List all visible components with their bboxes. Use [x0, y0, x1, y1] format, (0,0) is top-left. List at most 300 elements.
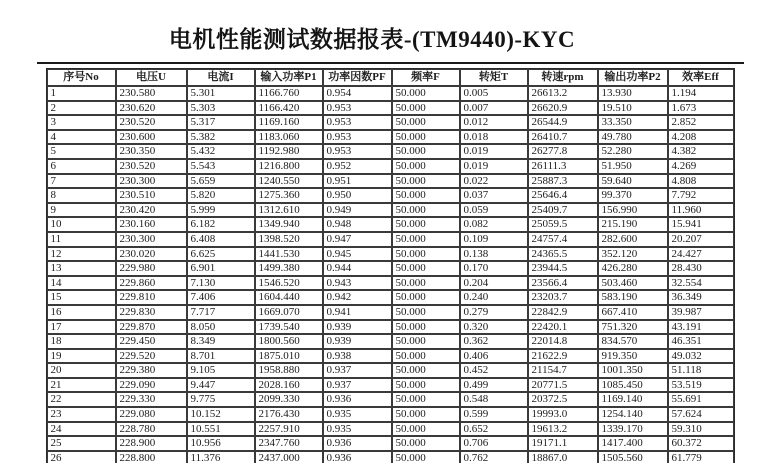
cell: 0.937: [323, 378, 392, 393]
cell: 3: [47, 115, 116, 130]
cell: 26410.7: [528, 130, 598, 145]
table-row: [47, 130, 734, 145]
cell: 24365.5: [528, 247, 598, 262]
cell: 2437.000: [255, 451, 323, 463]
cell: 229.520: [116, 349, 187, 364]
cell: 1739.540: [255, 320, 323, 335]
cell: 21154.7: [528, 363, 598, 378]
cell: 9.447: [187, 378, 255, 393]
table-row: [47, 422, 734, 437]
cell: 50.000: [392, 232, 460, 247]
cell: 1085.450: [598, 378, 668, 393]
cell: 230.020: [116, 247, 187, 262]
cell: 352.120: [598, 247, 668, 262]
cell: 229.830: [116, 305, 187, 320]
cell: 229.870: [116, 320, 187, 335]
cell: 0.941: [323, 305, 392, 320]
column-header-5: 频率F: [392, 69, 460, 86]
cell: 25409.7: [528, 203, 598, 218]
table-row: [47, 232, 734, 247]
cell: 230.620: [116, 101, 187, 116]
cell: 1: [47, 86, 116, 101]
cell: 0.652: [460, 422, 528, 437]
cell: 0.939: [323, 320, 392, 335]
cell: 10.152: [187, 407, 255, 422]
cell: 751.320: [598, 320, 668, 335]
cell: 1604.440: [255, 290, 323, 305]
cell: 1546.520: [255, 276, 323, 291]
table-row: [47, 334, 734, 349]
cell: 26613.2: [528, 86, 598, 101]
cell: 23566.4: [528, 276, 598, 291]
cell: 2028.160: [255, 378, 323, 393]
column-header-3: 输入功率P1: [255, 69, 323, 86]
cell: 4: [47, 130, 116, 145]
cell: 1240.550: [255, 174, 323, 189]
cell: 19.510: [598, 101, 668, 116]
cell: 8.701: [187, 349, 255, 364]
cell: 33.350: [598, 115, 668, 130]
cell: 229.810: [116, 290, 187, 305]
cell: 10.551: [187, 422, 255, 437]
cell: 49.032: [668, 349, 734, 364]
cell: 1505.560: [598, 451, 668, 463]
cell: 23944.5: [528, 261, 598, 276]
cell: 919.350: [598, 349, 668, 364]
cell: 50.000: [392, 378, 460, 393]
cell: 230.420: [116, 203, 187, 218]
table-row: [47, 276, 734, 291]
cell: 50.000: [392, 203, 460, 218]
cell: 50.000: [392, 247, 460, 262]
cell: 0.938: [323, 349, 392, 364]
cell: 6.625: [187, 247, 255, 262]
cell: 0.019: [460, 159, 528, 174]
cell: 36.349: [668, 290, 734, 305]
cell: 5.659: [187, 174, 255, 189]
cell: 0.947: [323, 232, 392, 247]
cell: 21: [47, 378, 116, 393]
cell: 229.980: [116, 261, 187, 276]
cell: 6.901: [187, 261, 255, 276]
table-row: [47, 115, 734, 130]
cell: 2: [47, 101, 116, 116]
cell: 1183.060: [255, 130, 323, 145]
cell: 25646.4: [528, 188, 598, 203]
cell: 5.999: [187, 203, 255, 218]
cell: 23: [47, 407, 116, 422]
cell: 32.554: [668, 276, 734, 291]
cell: 50.000: [392, 422, 460, 437]
cell: 50.000: [392, 261, 460, 276]
cell: 25: [47, 436, 116, 451]
cell: 13: [47, 261, 116, 276]
cell: 50.000: [392, 101, 460, 116]
cell: 1875.010: [255, 349, 323, 364]
cell: 0.362: [460, 334, 528, 349]
cell: 55.691: [668, 392, 734, 407]
cell: 50.000: [392, 320, 460, 335]
table-row: [47, 261, 734, 276]
cell: 583.190: [598, 290, 668, 305]
cell: 25059.5: [528, 217, 598, 232]
cell: 0.935: [323, 422, 392, 437]
cell: 19: [47, 349, 116, 364]
cell: 1669.070: [255, 305, 323, 320]
cell: 156.990: [598, 203, 668, 218]
cell: 230.300: [116, 232, 187, 247]
cell: 11: [47, 232, 116, 247]
cell: 10.956: [187, 436, 255, 451]
cell: 0.037: [460, 188, 528, 203]
table-row: [47, 305, 734, 320]
cell: 2176.430: [255, 407, 323, 422]
cell: 8.349: [187, 334, 255, 349]
cell: 60.372: [668, 436, 734, 451]
report-page: [0, 26, 780, 463]
cell: 0.279: [460, 305, 528, 320]
cell: 22: [47, 392, 116, 407]
cell: 20771.5: [528, 378, 598, 393]
table-row: [47, 144, 734, 159]
cell: 1958.880: [255, 363, 323, 378]
cell: 26544.9: [528, 115, 598, 130]
report-title: 电机性能测试数据报表-(TM9440)-KYC: [168, 27, 576, 52]
cell: 6.182: [187, 217, 255, 232]
cell: 230.520: [116, 115, 187, 130]
cell: 7.130: [187, 276, 255, 291]
cell: 8.050: [187, 320, 255, 335]
cell: 0.599: [460, 407, 528, 422]
cell: 1192.980: [255, 144, 323, 159]
table-row: [47, 217, 734, 232]
report-table: [46, 68, 735, 463]
cell: 50.000: [392, 334, 460, 349]
cell: 11.960: [668, 203, 734, 218]
table-row: [47, 290, 734, 305]
cell: 1166.760: [255, 86, 323, 101]
cell: 0.945: [323, 247, 392, 262]
cell: 0.007: [460, 101, 528, 116]
cell: 50.000: [392, 436, 460, 451]
cell: 52.280: [598, 144, 668, 159]
cell: 51.118: [668, 363, 734, 378]
cell: 2.852: [668, 115, 734, 130]
cell: 50.000: [392, 392, 460, 407]
cell: 50.000: [392, 349, 460, 364]
cell: 46.351: [668, 334, 734, 349]
cell: 57.624: [668, 407, 734, 422]
cell: 0.548: [460, 392, 528, 407]
cell: 4.269: [668, 159, 734, 174]
cell: 228.780: [116, 422, 187, 437]
cell: 9.105: [187, 363, 255, 378]
cell: 24: [47, 422, 116, 437]
cell: 0.944: [323, 261, 392, 276]
cell: 230.510: [116, 188, 187, 203]
cell: 1169.140: [598, 392, 668, 407]
cell: 1169.160: [255, 115, 323, 130]
cell: 26: [47, 451, 116, 463]
cell: 0.406: [460, 349, 528, 364]
cell: 26277.8: [528, 144, 598, 159]
cell: 18: [47, 334, 116, 349]
cell: 0.943: [323, 276, 392, 291]
cell: 834.570: [598, 334, 668, 349]
cell: 23203.7: [528, 290, 598, 305]
table-row: [47, 436, 734, 451]
cell: 1398.520: [255, 232, 323, 247]
cell: 230.520: [116, 159, 187, 174]
cell: 53.519: [668, 378, 734, 393]
cell: 7.792: [668, 188, 734, 203]
cell: 5.301: [187, 86, 255, 101]
cell: 4.208: [668, 130, 734, 145]
cell: 0.953: [323, 115, 392, 130]
cell: 0.953: [323, 101, 392, 116]
cell: 0.952: [323, 159, 392, 174]
table-row: [47, 203, 734, 218]
cell: 2257.910: [255, 422, 323, 437]
cell: 9: [47, 203, 116, 218]
cell: 50.000: [392, 130, 460, 145]
cell: 7: [47, 174, 116, 189]
column-header-7: 转速rpm: [528, 69, 598, 86]
cell: 0.240: [460, 290, 528, 305]
cell: 26620.9: [528, 101, 598, 116]
cell: 0.953: [323, 130, 392, 145]
cell: 16: [47, 305, 116, 320]
column-header-4: 功率因数PF: [323, 69, 392, 86]
cell: 1312.610: [255, 203, 323, 218]
cell: 1417.400: [598, 436, 668, 451]
cell: 1216.800: [255, 159, 323, 174]
cell: 21622.9: [528, 349, 598, 364]
cell: 61.779: [668, 451, 734, 463]
cell: 50.000: [392, 290, 460, 305]
cell: 229.860: [116, 276, 187, 291]
cell: 15.941: [668, 217, 734, 232]
cell: 50.000: [392, 144, 460, 159]
cell: 0.012: [460, 115, 528, 130]
cell: 22842.9: [528, 305, 598, 320]
cell: 230.160: [116, 217, 187, 232]
cell: 1166.420: [255, 101, 323, 116]
table-row: [47, 101, 734, 116]
table-row: [47, 320, 734, 335]
cell: 229.080: [116, 407, 187, 422]
cell: 229.380: [116, 363, 187, 378]
cell: 0.499: [460, 378, 528, 393]
cell: 39.987: [668, 305, 734, 320]
cell: 0.939: [323, 334, 392, 349]
cell: 0.935: [323, 407, 392, 422]
cell: 0.204: [460, 276, 528, 291]
cell: 230.600: [116, 130, 187, 145]
table-row: [47, 392, 734, 407]
cell: 5.432: [187, 144, 255, 159]
cell: 24757.4: [528, 232, 598, 247]
cell: 12: [47, 247, 116, 262]
cell: 20.207: [668, 232, 734, 247]
table-row: [47, 247, 734, 262]
cell: 1441.530: [255, 247, 323, 262]
table-row: [47, 159, 734, 174]
cell: 0.059: [460, 203, 528, 218]
cell: 20: [47, 363, 116, 378]
cell: 6.408: [187, 232, 255, 247]
column-header-0: 序号No: [47, 69, 116, 86]
cell: 59.640: [598, 174, 668, 189]
cell: 215.190: [598, 217, 668, 232]
table-body: [47, 86, 734, 463]
cell: 25887.3: [528, 174, 598, 189]
cell: 1275.360: [255, 188, 323, 203]
cell: 0.950: [323, 188, 392, 203]
cell: 50.000: [392, 407, 460, 422]
cell: 0.937: [323, 363, 392, 378]
cell: 7.406: [187, 290, 255, 305]
cell: 9.775: [187, 392, 255, 407]
cell: 282.600: [598, 232, 668, 247]
cell: 24.427: [668, 247, 734, 262]
cell: 0.942: [323, 290, 392, 305]
cell: 51.950: [598, 159, 668, 174]
cell: 2347.760: [255, 436, 323, 451]
cell: 0.936: [323, 436, 392, 451]
cell: 13.930: [598, 86, 668, 101]
cell: 8: [47, 188, 116, 203]
cell: 50.000: [392, 86, 460, 101]
cell: 2099.330: [255, 392, 323, 407]
cell: 0.082: [460, 217, 528, 232]
column-header-9: 效率Eff: [668, 69, 734, 86]
cell: 230.300: [116, 174, 187, 189]
cell: 1499.380: [255, 261, 323, 276]
column-header-2: 电流I: [187, 69, 255, 86]
cell: 230.580: [116, 86, 187, 101]
table-row: [47, 174, 734, 189]
cell: 1254.140: [598, 407, 668, 422]
cell: 50.000: [392, 305, 460, 320]
cell: 10: [47, 217, 116, 232]
cell: 50.000: [392, 115, 460, 130]
cell: 0.109: [460, 232, 528, 247]
cell: 426.280: [598, 261, 668, 276]
cell: 1349.940: [255, 217, 323, 232]
cell: 228.900: [116, 436, 187, 451]
column-header-8: 输出功率P2: [598, 69, 668, 86]
cell: 0.936: [323, 451, 392, 463]
table-row: [47, 188, 734, 203]
cell: 5.543: [187, 159, 255, 174]
cell: 0.936: [323, 392, 392, 407]
cell: 5.382: [187, 130, 255, 145]
cell: 229.330: [116, 392, 187, 407]
cell: 5.317: [187, 115, 255, 130]
cell: 230.350: [116, 144, 187, 159]
cell: 1.194: [668, 86, 734, 101]
cell: 50.000: [392, 159, 460, 174]
cell: 20372.5: [528, 392, 598, 407]
cell: 99.370: [598, 188, 668, 203]
cell: 43.191: [668, 320, 734, 335]
cell: 59.310: [668, 422, 734, 437]
cell: 229.450: [116, 334, 187, 349]
cell: 503.460: [598, 276, 668, 291]
cell: 0.170: [460, 261, 528, 276]
cell: 7.717: [187, 305, 255, 320]
cell: 5.820: [187, 188, 255, 203]
cell: 0.948: [323, 217, 392, 232]
cell: 1.673: [668, 101, 734, 116]
cell: 6: [47, 159, 116, 174]
cell: 0.954: [323, 86, 392, 101]
cell: 0.949: [323, 203, 392, 218]
cell: 0.022: [460, 174, 528, 189]
cell: 50.000: [392, 217, 460, 232]
cell: 19171.1: [528, 436, 598, 451]
cell: 49.780: [598, 130, 668, 145]
cell: 0.706: [460, 436, 528, 451]
cell: 19993.0: [528, 407, 598, 422]
cell: 50.000: [392, 174, 460, 189]
cell: 0.138: [460, 247, 528, 262]
cell: 0.018: [460, 130, 528, 145]
cell: 0.320: [460, 320, 528, 335]
cell: 17: [47, 320, 116, 335]
table-row: [47, 378, 734, 393]
table-row: [47, 349, 734, 364]
cell: 0.762: [460, 451, 528, 463]
cell: 5: [47, 144, 116, 159]
table-row: [47, 363, 734, 378]
table-row: [47, 451, 734, 463]
cell: 22420.1: [528, 320, 598, 335]
cell: 18867.0: [528, 451, 598, 463]
table-header-row: [47, 69, 734, 86]
table-row: [47, 86, 734, 101]
cell: 0.951: [323, 174, 392, 189]
cell: 15: [47, 290, 116, 305]
cell: 14: [47, 276, 116, 291]
cell: 0.452: [460, 363, 528, 378]
table-row: [47, 407, 734, 422]
column-header-6: 转矩T: [460, 69, 528, 86]
cell: 26111.3: [528, 159, 598, 174]
cell: 50.000: [392, 188, 460, 203]
cell: 667.410: [598, 305, 668, 320]
cell: 4.808: [668, 174, 734, 189]
cell: 229.090: [116, 378, 187, 393]
cell: 11.376: [187, 451, 255, 463]
cell: 1800.560: [255, 334, 323, 349]
cell: 50.000: [392, 363, 460, 378]
cell: 0.953: [323, 144, 392, 159]
column-header-1: 电压U: [116, 69, 187, 86]
cell: 5.303: [187, 101, 255, 116]
cell: 50.000: [392, 451, 460, 463]
cell: 228.800: [116, 451, 187, 463]
cell: 22014.8: [528, 334, 598, 349]
cell: 28.430: [668, 261, 734, 276]
cell: 0.019: [460, 144, 528, 159]
cell: 50.000: [392, 276, 460, 291]
cell: 19613.2: [528, 422, 598, 437]
cell: 4.382: [668, 144, 734, 159]
cell: 1001.350: [598, 363, 668, 378]
cell: 0.005: [460, 86, 528, 101]
